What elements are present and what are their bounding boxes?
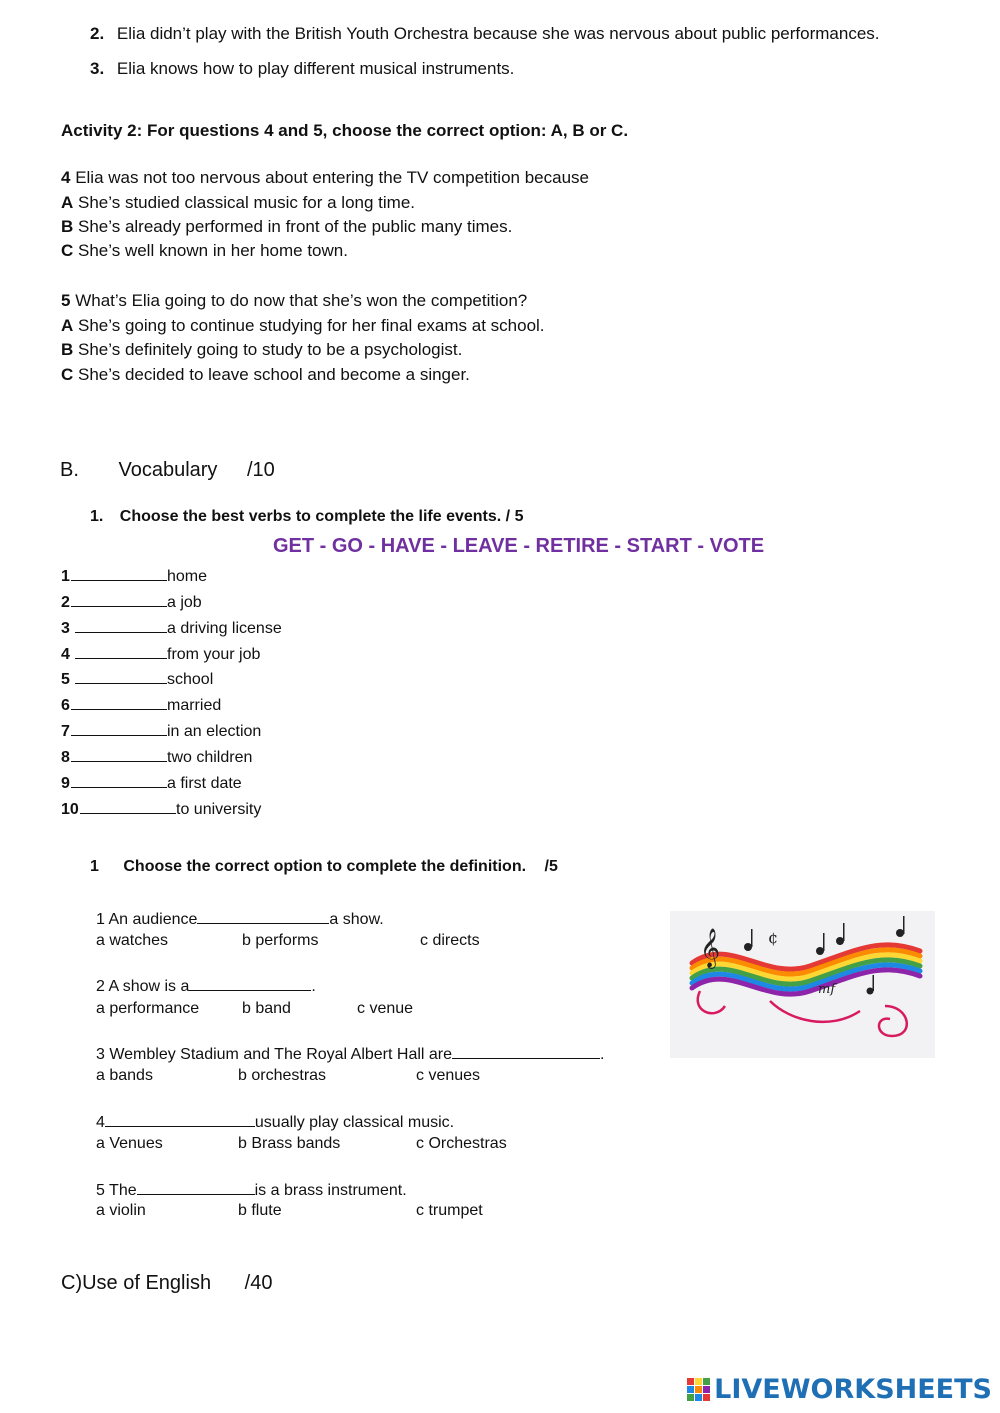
answer-blank[interactable] (71, 721, 167, 736)
definition-text: . (311, 978, 316, 995)
section-b-heading (60, 459, 275, 482)
answer-blank[interactable] (80, 799, 176, 814)
definition-2-option-a[interactable]: a performance (96, 1000, 200, 1017)
definition-text: 3 Wembley Stadium and The Royal Albert Hall are (96, 1046, 453, 1063)
definition-5-option-c[interactable]: c trumpet (416, 1202, 483, 1219)
event-num: 9 (61, 775, 70, 792)
option-letter: B (61, 217, 74, 236)
activity2-title: Activity 2: For questions 4 and 5, choose the correct option: A, B or C. (61, 121, 629, 140)
definition-1-option-b[interactable]: b performs (242, 932, 319, 949)
question-4-stem (61, 168, 589, 188)
section-c-heading (61, 1272, 272, 1295)
option-letter: A (61, 316, 74, 335)
question-num: 5 (61, 291, 71, 310)
event-num: 8 (61, 749, 70, 766)
question-text: What’s Elia going to do now that she’s won the competition? (70, 291, 528, 310)
section-letter: B. (60, 459, 79, 481)
question-5-option-b[interactable] (61, 340, 462, 360)
question-4-option-a[interactable] (61, 193, 415, 213)
answer-blank[interactable] (197, 909, 329, 924)
exercise-1-title (90, 508, 523, 526)
definition-5-option-b[interactable]: b flute (238, 1202, 282, 1219)
answer-blank[interactable] (75, 669, 167, 684)
question-4-option-b[interactable] (61, 217, 512, 237)
option-letter: C (61, 241, 74, 260)
option-letter: A (61, 193, 74, 212)
definition-3-option-a[interactable]: a bands (96, 1067, 153, 1084)
svg-text:mf: mf (818, 982, 836, 997)
svg-text:¢: ¢ (768, 928, 779, 947)
liveworksheets-logo-text: LIVEWORKSHEETS (714, 1374, 992, 1405)
event-text: a first date (167, 775, 242, 792)
life-event-row[interactable] (61, 799, 261, 819)
exercise-num: 1 (90, 858, 99, 875)
event-num: 3 (61, 620, 70, 637)
event-text: two children (167, 749, 253, 766)
exercise-title: Choose the correct option to complete the definition. (123, 858, 527, 875)
event-num: 1 (61, 568, 70, 585)
life-event-row[interactable] (61, 566, 207, 586)
liveworksheets-grid-icon (687, 1378, 711, 1402)
definition-1-option-c[interactable]: c directs (420, 932, 480, 949)
life-event-row[interactable] (61, 747, 252, 767)
event-num: 7 (61, 723, 70, 740)
definition-2-option-b[interactable]: b band (242, 1000, 291, 1017)
question-5-option-c[interactable] (61, 365, 470, 385)
answer-blank[interactable] (71, 592, 167, 607)
definition-text: a show. (329, 911, 384, 928)
definition-4-option-c[interactable]: c Orchestras (416, 1135, 507, 1152)
word-bank: GET - GO - HAVE - LEAVE - RETIRE - START - VOTE (272, 535, 765, 557)
answer-blank[interactable] (75, 618, 167, 633)
exercise-title: Choose the best verbs to complete the life events. / 5 (119, 508, 524, 525)
definition-text: . (600, 1046, 605, 1063)
section-score: /40 (244, 1272, 273, 1294)
definition-1 (96, 909, 384, 929)
answer-blank[interactable] (137, 1180, 255, 1195)
option-letter: C (61, 365, 74, 384)
answer-blank[interactable] (452, 1044, 600, 1059)
answer-blank[interactable] (75, 644, 167, 659)
option-text: She’s well known in her home town. (73, 241, 348, 260)
definition-1-option-a[interactable]: a watches (96, 932, 169, 949)
rainbow-music-notes-icon (670, 911, 935, 1058)
definition-3 (96, 1044, 604, 1064)
definition-3-option-c[interactable]: c venues (416, 1067, 481, 1084)
section-score: /10 (247, 459, 275, 481)
exercise-score: /5 (544, 858, 558, 875)
event-text: a driving license (167, 620, 282, 637)
intro-item-text: Elia knows how to play different musical instruments. (116, 59, 515, 78)
answer-blank[interactable] (71, 566, 167, 581)
definition-text: is a brass instrument. (254, 1182, 407, 1199)
definition-4-option-b[interactable]: b Brass bands (238, 1135, 341, 1152)
event-num: 6 (61, 697, 70, 714)
definition-text: 5 The (96, 1182, 137, 1199)
definition-4 (96, 1112, 454, 1132)
question-text: Elia was not too nervous about entering the TV competition because (70, 168, 589, 187)
section-title: Vocabulary (118, 459, 218, 481)
intro-item-2 (90, 24, 880, 44)
event-text: married (167, 697, 222, 714)
svg-text:𝄞: 𝄞 (700, 928, 721, 968)
life-event-row[interactable] (61, 695, 221, 715)
life-event-row[interactable] (61, 669, 213, 689)
event-text: in an election (167, 723, 262, 740)
answer-blank[interactable] (71, 773, 167, 788)
definition-4-option-a[interactable]: a Venues (96, 1135, 163, 1152)
event-num: 2 (61, 594, 70, 611)
definition-text: 1 An audience (96, 911, 198, 928)
life-event-row[interactable] (61, 773, 242, 793)
definition-3-option-b[interactable]: b orchestras (238, 1067, 327, 1084)
option-text: She’s definitely going to study to be a psychologist. (73, 340, 463, 359)
exercise-num: 1. (90, 508, 104, 525)
option-text: She’s already performed in front of the public many times. (73, 217, 513, 236)
life-event-row[interactable] (61, 592, 202, 612)
definition-2 (96, 976, 316, 996)
life-event-row[interactable] (61, 618, 282, 638)
question-5-option-a[interactable] (61, 316, 545, 336)
event-text: school (167, 671, 214, 688)
event-num: 10 (61, 801, 79, 818)
answer-blank[interactable] (71, 695, 167, 710)
option-text: She’s studied classical music for a long time. (73, 193, 416, 212)
intro-item-num: 3. (90, 59, 105, 78)
event-num: 4 (61, 646, 70, 663)
event-text: to university (176, 801, 262, 818)
answer-blank[interactable] (71, 747, 167, 762)
rainbow-music-image (670, 911, 935, 1058)
question-5-stem (61, 291, 527, 311)
event-text: home (167, 568, 208, 585)
option-letter: B (61, 340, 74, 359)
definition-text: 2 A show is a (96, 978, 190, 995)
definition-2-option-c[interactable]: c venue (357, 1000, 414, 1017)
definition-text: usually play classical music. (254, 1114, 455, 1131)
exercise-2-title (90, 858, 558, 876)
definition-text: 4 (96, 1114, 105, 1131)
answer-blank[interactable] (189, 976, 311, 991)
event-num: 5 (61, 671, 70, 688)
option-text: She’s going to continue studying for her final exams at school. (73, 316, 545, 335)
definition-5-option-a[interactable]: a violin (96, 1202, 146, 1219)
intro-item-text: Elia didn’t play with the British Youth Orchestra because she was nervous about public performances. (116, 24, 880, 43)
section-letter: C) (61, 1272, 83, 1294)
event-text: a job (167, 594, 202, 611)
definition-5 (96, 1180, 407, 1200)
life-event-row[interactable] (61, 644, 260, 664)
liveworksheets-logo[interactable] (687, 1374, 992, 1405)
life-event-row[interactable] (61, 721, 261, 741)
option-text: She’s decided to leave school and become a singer. (73, 365, 470, 384)
question-num: 4 (61, 168, 71, 187)
section-title: Use of English (82, 1272, 212, 1294)
question-4-option-c[interactable] (61, 241, 348, 261)
answer-blank[interactable] (105, 1112, 255, 1127)
event-text: from your job (167, 646, 261, 663)
intro-item-num: 2. (90, 24, 105, 43)
intro-item-3 (90, 59, 514, 79)
